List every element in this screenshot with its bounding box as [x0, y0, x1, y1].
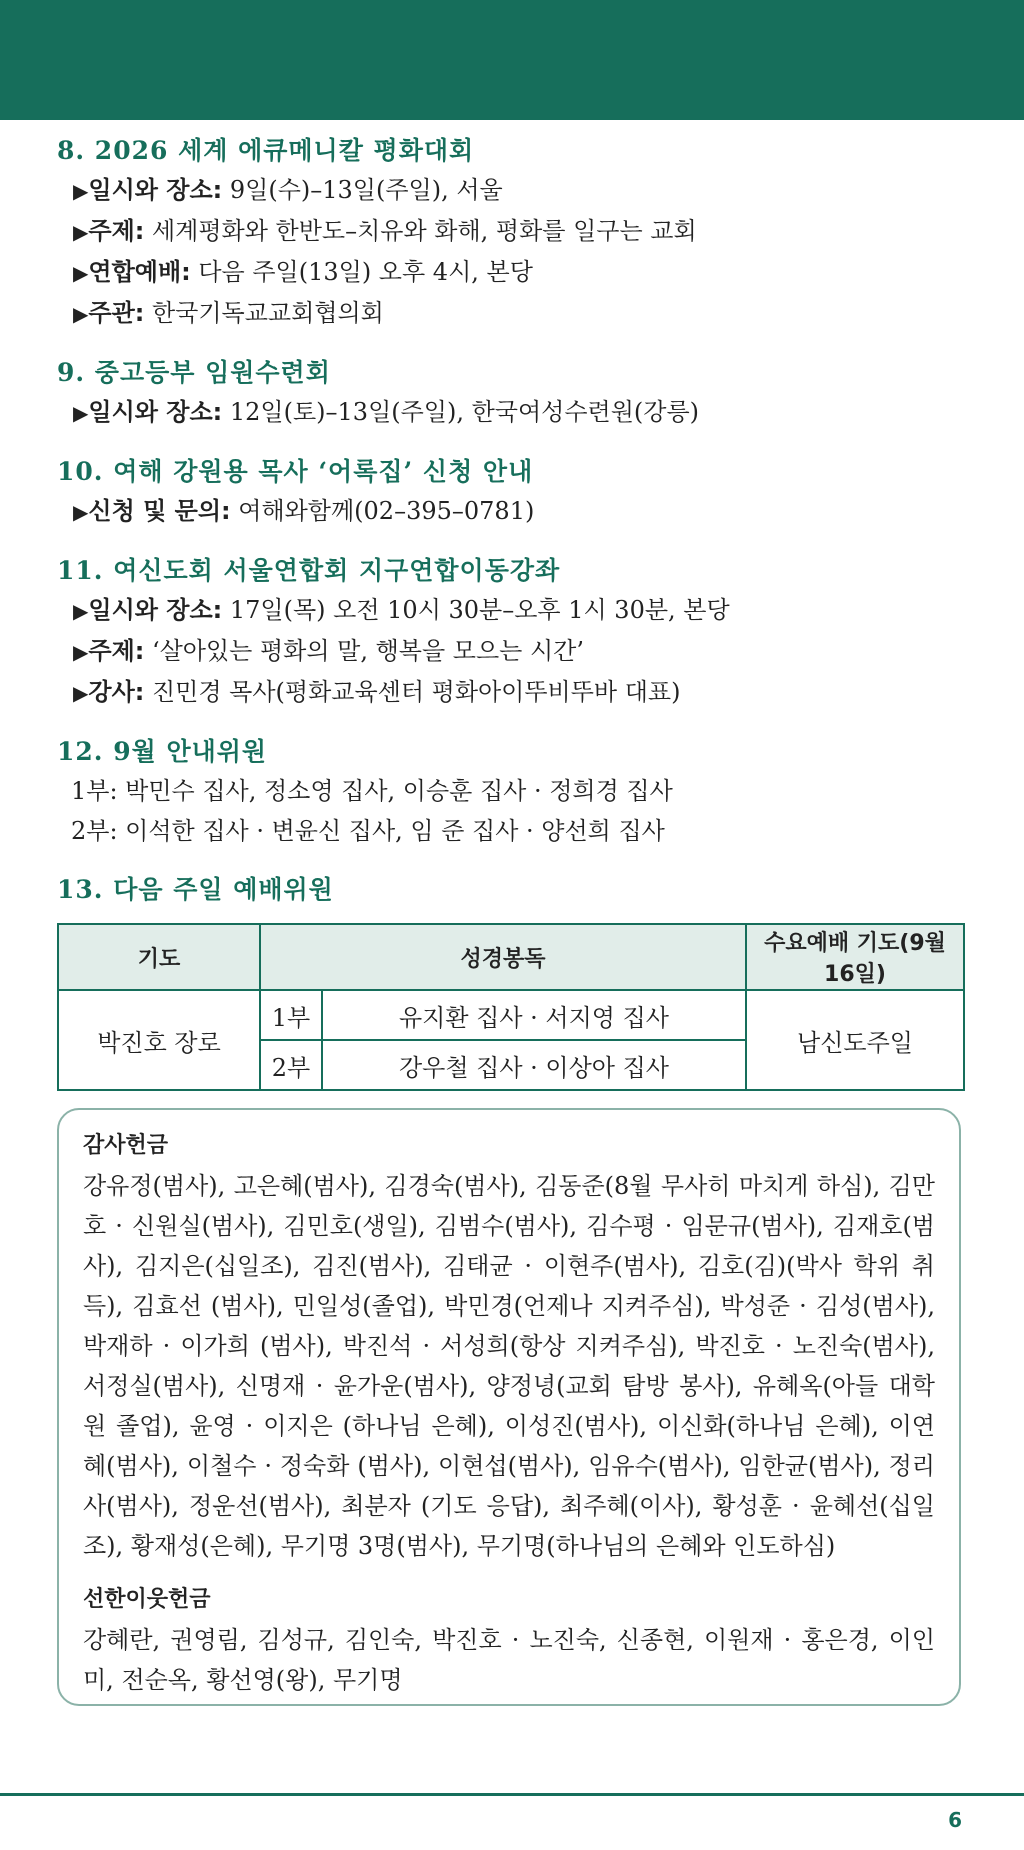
item-text: 다음 주일(13일) 오후 4시, 본당: [190, 258, 533, 286]
section-title: 12. 9월 안내위원: [57, 737, 268, 766]
usher-line: 2부: 이석한 집사 · 변윤신 집사, 임 준 집사 · 양선희 집사: [71, 817, 665, 845]
section-title: 10. 여해 강원용 목사 ‘어록집’ 신청 안내: [57, 457, 534, 486]
item-text: ‘살아있는 평화의 말, 행복을 모으는 시간’: [144, 637, 584, 665]
list-item: [73, 672, 969, 713]
list-item: [73, 631, 969, 672]
list-item: [73, 170, 969, 211]
item-text: 세계평화와 한반도–치유와 화해, 평화를 일구는 교회: [144, 217, 697, 245]
worship-committee-table: [57, 923, 965, 1091]
table-row: [58, 990, 964, 1040]
table-header: 기도: [58, 924, 260, 990]
list-item: [73, 590, 969, 631]
table-cell: 유지환 집사 · 서지영 집사: [322, 990, 746, 1040]
item-label: 일시와 장소:: [88, 596, 223, 624]
section-title: 11. 여신도회 서울연합회 지구연합이동강좌: [57, 556, 561, 585]
offering-list: 강혜란, 권영림, 김성규, 김인숙, 박진호 · 노진숙, 신종현, 이원재 · 홍은경, 이인미, 전순옥, 황선영(왕), 무기명: [83, 1626, 935, 1694]
item-text: 여해와함께(02–395–0781): [230, 497, 535, 525]
arrow-icon: ▶: [73, 220, 89, 244]
table-cell: 2부: [260, 1040, 322, 1090]
offering-box: [57, 1108, 961, 1706]
list-item: [73, 252, 969, 293]
item-text: 진민경 목사(평화교육센터 평화아이뚜비뚜바 대표): [144, 678, 681, 706]
item-text: 17일(목) 오전 10시 30분–오후 1시 30분, 본당: [222, 596, 730, 624]
table-cell: 박진호 장로: [58, 990, 260, 1090]
arrow-icon: ▶: [73, 179, 89, 203]
item-text: 한국기독교교회협의회: [144, 299, 384, 327]
item-label: 신청 및 문의:: [88, 497, 231, 525]
list-item: [73, 293, 969, 334]
table-cell: 1부: [260, 990, 322, 1040]
section-title: 13. 다음 주일 예배위원: [57, 875, 334, 904]
table-cell: 남신도주일: [746, 990, 964, 1090]
table-header: 성경봉독: [260, 924, 746, 990]
section-title: 9. 중고등부 임원수련회: [57, 358, 331, 387]
offering-list: 강유정(범사), 고은혜(범사), 김경숙(범사), 김동준(8월 무사히 마치게 하심), 김만호 · 신원실(범사), 김민호(생일), 김범수(범사), 김수평 · 임문규(범사), 김재호(범사), 김지은(십일조), 김진(범사), 김태균 · 이현주(범사), 김호(김)(박사 학위 취득), 김효선 (범사), 민일성(졸업), 박민경(언제나 지켜주심), 박성준 · 김성(범사), 박재하 · 이가희 (범사), 박진석 · 서성희(항상 지켜주심), 박진호 · 노진숙(범사), 서정실(범사), 신명재 · 윤가운(범사), 양정녕(교회 탐방 봉사), 유혜옥(아들 대학원 졸업), 윤영 · 이지은 (하나님 은혜), 이성진(범사), 이신화(하나님 은혜), 이연혜(범사), 이철수 · 정숙화 (범사), 이현섭(범사), 임유수(범사), 임한균(범사), 정리사(범사), 정운선(범사), 최분자 (기도 응답), 최주혜(이사), 황성훈 · 윤혜선(십일조), 황재성(은혜), 무기명 3명(범사), 무기명(하나님의 은혜와 인도하심): [83, 1172, 935, 1560]
offering-title: 선한이웃헌금: [83, 1587, 211, 1612]
item-label: 일시와 장소:: [88, 398, 223, 426]
table-cell: 강우철 집사 · 이상아 집사: [322, 1040, 746, 1090]
arrow-icon: ▶: [73, 401, 89, 425]
list-item: [73, 392, 969, 433]
arrow-icon: ▶: [73, 261, 89, 285]
arrow-icon: ▶: [73, 302, 89, 326]
item-text: 9일(수)–13일(주일), 서울: [222, 176, 503, 204]
item-label: 강사:: [88, 678, 145, 706]
item-text: 12일(토)–13일(주일), 한국여성수련원(강릉): [222, 398, 699, 426]
item-label: 주관:: [88, 299, 145, 327]
item-label: 연합예배:: [88, 258, 191, 286]
usher-line: 1부: 박민수 집사, 정소영 집사, 이승훈 집사 · 정희경 집사: [71, 777, 673, 805]
arrow-icon: ▶: [73, 640, 89, 664]
item-label: 일시와 장소:: [88, 176, 223, 204]
footer-divider: [0, 1793, 1024, 1796]
list-item: [73, 211, 969, 252]
item-label: 주제:: [88, 637, 145, 665]
list-item: [73, 491, 969, 532]
table-header-row: [58, 924, 964, 990]
offering-title: 감사헌금: [83, 1133, 169, 1158]
arrow-icon: ▶: [73, 599, 89, 623]
arrow-icon: ▶: [73, 681, 89, 705]
page-number: 6: [948, 1808, 962, 1832]
header-bar: [0, 0, 1024, 120]
announcements: [57, 132, 969, 1091]
item-label: 주제:: [88, 217, 145, 245]
arrow-icon: ▶: [73, 500, 89, 524]
table-header: 수요예배 기도(9월 16일): [746, 924, 964, 990]
section-title: 8. 2026 세계 에큐메니칼 평화대회: [57, 136, 475, 165]
